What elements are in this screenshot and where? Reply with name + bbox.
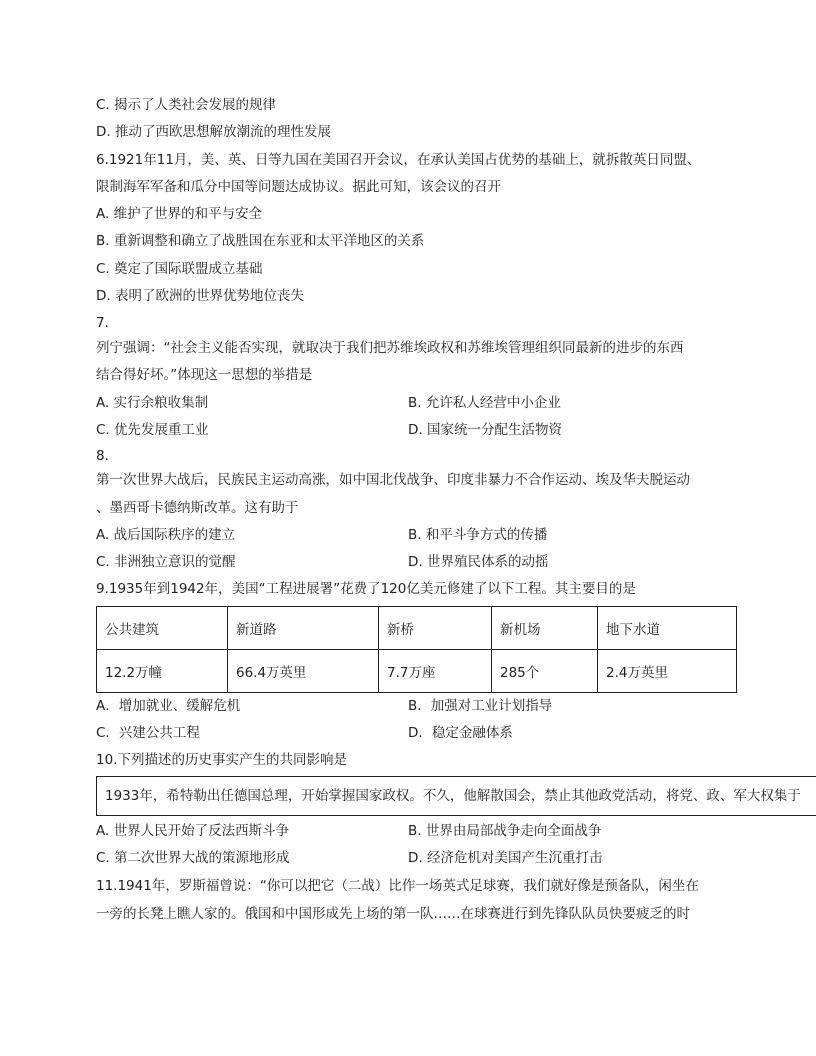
q6-stem-line2: 限制海军军备和瓜分中国等问题达成协议。据此可知，该会议的召开: [96, 179, 501, 195]
q10-material-text: 1933年，希特勒出任德国总理，开始掌握国家政权。不久，他解散国会，禁止其他政党活动，将党、政、军大权集于: [105, 788, 801, 804]
table-cell: 2.4万英里: [598, 650, 737, 693]
q6-option-b: B. 重新调整和确立了战胜国在东亚和太平洋地区的关系: [96, 233, 425, 249]
q10-option-a: A. 世界人民开始了反法西斯斗争: [96, 823, 290, 839]
q8-option-b: B. 和平斗争方式的传播: [408, 527, 548, 543]
q9-stem: 9.1935年到1942年，美国“工程进展署”花费了120亿美元修建了以下工程。其主要目的是: [96, 581, 636, 597]
q8-stem-line1: 第一次世界大战后，民族民主运动高涨，如中国北伐战争、印度非暴力不合作运动、埃及华夫脱运动: [96, 472, 690, 488]
q6-option-c: C. 奠定了国际联盟成立基础: [96, 261, 263, 277]
table-cell: 66.4万英里: [228, 650, 379, 693]
q11-stem-line2: 一旁的长凳上瞧人家的。俄国和中国形成先上场的第一队……在球赛进行到先锋队队员快要疲乏的时: [96, 906, 690, 922]
table-cell: 7.7万座: [379, 650, 492, 693]
q6-option-d: D. 表明了欧洲的世界优势地位丧失: [96, 288, 304, 304]
q10-option-c: C. 第二次世界大战的策源地形成: [96, 850, 290, 866]
q7-option-c: C. 优先发展重工业: [96, 422, 209, 438]
q8-option-a: A. 战后国际秩序的建立: [96, 527, 236, 543]
table-cell: 地下水道: [598, 607, 737, 650]
q7-stem-line2: 结合得好坏。”体现这一思想的举措是: [96, 367, 313, 383]
q10-option-b: B. 世界由局部战争走向全面战争: [408, 823, 602, 839]
q10-option-d: D. 经济危机对美国产生沉重打击: [408, 850, 603, 866]
q7-stem-line1: 列宁强调：“社会主义能否实现，就取决于我们把苏维埃政权和苏维埃管理组织同最新的进步的东西: [96, 340, 684, 356]
q9-option-b: B．加强对工业计划指导: [408, 698, 553, 714]
q7-number: 7.: [96, 315, 109, 331]
q8-option-d: D. 世界殖民体系的动摇: [408, 554, 549, 570]
table-cell: 新机场: [492, 607, 598, 650]
q6-stem-line1: 6.1921年11月，美、英、日等九国在美国召开会议，在承认美国占优势的基础上，就拆散英日同盟、: [96, 152, 701, 168]
q10-stem: 10.下列描述的历史事实产生的共同影响是: [96, 752, 347, 768]
table-cell: 新桥: [379, 607, 492, 650]
q11-stem-line1: 11.1941年，罗斯福曾说：“你可以把它（二战）比作一场英式足球赛，我们就好像是预备队，闲坐在: [96, 878, 699, 894]
q9-works-table: [96, 606, 737, 693]
table-cell: 公共建筑: [97, 607, 228, 650]
q5-option-d: D. 推动了西欧思想解放潮流的理性发展: [96, 124, 331, 140]
table-cell: 285个: [492, 650, 598, 693]
table-row: [97, 650, 737, 693]
q9-option-d: D．稳定金融体系: [408, 725, 513, 741]
q7-option-d: D. 国家统一分配生活物资: [408, 422, 562, 438]
q9-option-c: C．兴建公共工程: [96, 725, 200, 741]
table-header-row: [97, 607, 737, 650]
q9-option-a: A．增加就业、缓解危机: [96, 698, 241, 714]
q7-option-b: B. 允许私人经营中小企业: [408, 395, 561, 411]
q10-material-box: [96, 776, 816, 816]
q5-option-c: C. 揭示了人类社会发展的规律: [96, 97, 277, 113]
table-cell: 新道路: [228, 607, 379, 650]
q6-option-a: A. 维护了世界的和平与安全: [96, 206, 263, 222]
table-cell: 12.2万幢: [97, 650, 228, 693]
q8-option-c: C. 非洲独立意识的觉醒: [96, 554, 236, 570]
q8-number: 8.: [96, 448, 109, 464]
q7-option-a: A. 实行余粮收集制: [96, 395, 209, 411]
q8-stem-line2: 、墨西哥卡德纳斯改革。这有助于: [96, 500, 299, 516]
